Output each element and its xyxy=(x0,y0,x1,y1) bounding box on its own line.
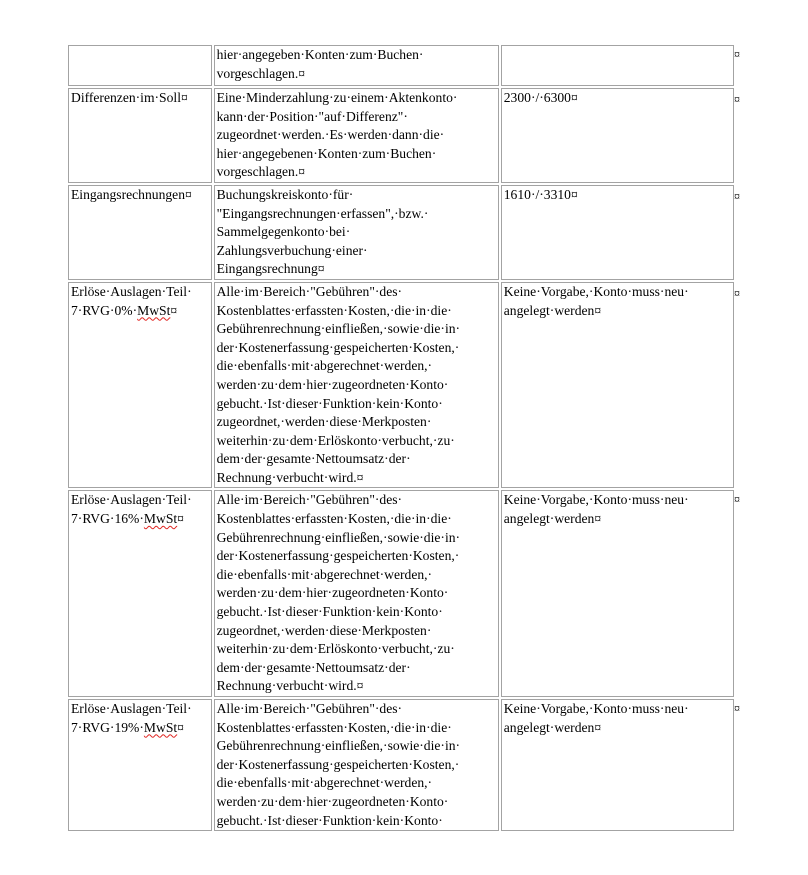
function-text xyxy=(71,700,209,737)
function-cell[interactable] xyxy=(68,282,212,489)
function-label: Erlöse·Auslagen·Teil· 7·RVG·16%· xyxy=(71,492,192,527)
function-cell[interactable] xyxy=(68,185,212,280)
account-text: Keine·Vorgabe,·Konto·muss·neu· angelegt·werden¤ xyxy=(503,492,689,527)
function-text xyxy=(71,491,209,528)
description-text: Alle·im·Bereich·"Gebühren"·des· Kostenblattes·erfassten·Kosten,·die·in·die· Gebührenrechnung·einfließen,·sowie·die·in· der·Kostenerfassung·gespeicherten·Kosten,· die·ebenfalls·mit·abgerechnet·werden,· werden·zu·dem·hier·zugeordneten·Konto· gebucht.·Ist·dieser·Funktion·kein·Konto· zugeordnet,·werden·diese·Merkposten· weiterhin·zu·dem·Erlöskonto·verbucht,·zu· dem·der·gesamte·Nettoumsatz·der· Rechnung·verbucht·wird.¤ xyxy=(216,283,461,485)
cell-end-mark: ¤ xyxy=(177,511,184,527)
description-cell[interactable] xyxy=(214,282,499,489)
cell-end-mark: ¤ xyxy=(177,719,184,735)
account-cell[interactable] xyxy=(501,88,734,183)
function-cell[interactable] xyxy=(68,88,212,183)
spellcheck-word: MwSt xyxy=(137,302,171,318)
spellcheck-word: MwSt xyxy=(143,511,178,527)
account-cell[interactable] xyxy=(501,699,734,831)
function-text: Eingangsrechnungen¤ xyxy=(71,186,192,202)
row-end-marker: ¤ xyxy=(734,92,740,106)
description-text: Alle·im·Bereich·"Gebühren"·des· Kostenblattes·erfassten·Kosten,·die·in·die· Gebührenrechnung·einfließen,·sowie·die·in· der·Kostenerfassung·gespeicherten·Kosten,· die·ebenfalls·mit·abgerechnet·werden,· werden·zu·dem·hier·zugeordneten·Konto· gebucht.·Ist·dieser·Funktion·kein·Konto· zugeordnet,·werden·diese·Merkposten· weiterhin·zu·dem·Erlöskonto·verbucht,·zu· dem·der·gesamte·Nettoumsatz·der· Rechnung·verbucht·wird.¤ xyxy=(216,492,461,694)
description-cell[interactable] xyxy=(214,699,499,831)
function-cell[interactable] xyxy=(68,45,212,86)
table-row xyxy=(68,699,734,831)
account-text: 1610·/·3310¤ xyxy=(503,186,578,202)
account-cell[interactable] xyxy=(501,490,734,697)
account-cell[interactable] xyxy=(501,282,734,489)
description-cell[interactable] xyxy=(214,88,499,183)
account-text: Keine·Vorgabe,·Konto·muss·neu· angelegt·werden¤ xyxy=(503,701,689,735)
account-function-table xyxy=(66,43,736,833)
description-cell[interactable] xyxy=(214,490,499,697)
description-text: Eine·Minderzahlung·zu·einem·Aktenkonto· kann·der·Position·"auf·Differenz"· zugeordnet·werden.·Es·werden·dann·die· hier·angegebenen·Konten·zum·Buchen· vorgeschlagen.¤ xyxy=(216,90,458,180)
table-row xyxy=(68,185,734,280)
account-cell[interactable] xyxy=(501,45,734,86)
account-cell[interactable] xyxy=(501,185,734,280)
account-text: 2300·/·6300¤ xyxy=(503,90,578,105)
row-end-marker: ¤ xyxy=(734,492,740,506)
function-text: Differenzen·im·Soll¤ xyxy=(71,90,188,105)
description-cell[interactable] xyxy=(214,185,499,280)
row-end-marker: ¤ xyxy=(734,189,740,203)
table-row xyxy=(68,282,734,489)
function-cell[interactable] xyxy=(68,699,212,831)
table-row xyxy=(68,490,734,697)
function-label: Erlöse·Auslagen·Teil· 7·RVG·19%· xyxy=(71,701,192,735)
function-text xyxy=(71,283,209,320)
function-label: Erlöse·Auslagen·Teil· 7·RVG·0%· xyxy=(71,283,192,318)
table-row xyxy=(68,88,734,183)
function-cell[interactable] xyxy=(68,490,212,697)
row-end-marker: ¤ xyxy=(734,701,740,715)
description-text: hier·angegeben·Konten·zum·Buchen· vorgeschlagen.¤ xyxy=(216,47,424,81)
description-cell[interactable] xyxy=(214,45,499,86)
description-text: Buchungskreiskonto·für· "Eingangsrechnungen·erfassen",·bzw.· Sammelgegenkonto·bei· Zahlungsverbuchung·einer· Eingangsrechnung¤ xyxy=(216,186,429,277)
row-end-marker: ¤ xyxy=(734,286,740,300)
cell-end-mark: ¤ xyxy=(170,302,178,318)
description-text: Alle·im·Bereich·"Gebühren"·des· Kostenblattes·erfassten·Kosten,·die·in·die· Gebührenrechnung·einfließen,·sowie·die·in· der·Kostenerfassung·gespeicherten·Kosten,· die·ebenfalls·mit·abgerechnet·werden,· werden·zu·dem·hier·zugeordneten·Konto· gebucht.·Ist·dieser·Funktion·kein·Konto· xyxy=(216,701,461,828)
row-end-marker: ¤ xyxy=(734,47,740,61)
spellcheck-word: MwSt xyxy=(143,719,178,735)
table-row xyxy=(68,45,734,86)
account-text: Keine·Vorgabe,·Konto·muss·neu· angelegt·werden¤ xyxy=(503,283,689,318)
